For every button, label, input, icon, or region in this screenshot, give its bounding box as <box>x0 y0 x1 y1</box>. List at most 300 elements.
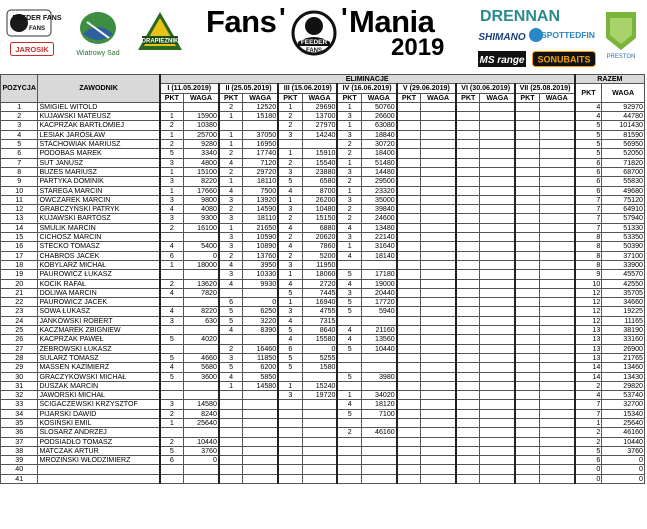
cell-round-waga <box>480 372 515 381</box>
cell-name: KACPRZAK PAWEŁ <box>38 335 160 344</box>
cell-round-pkt: 4 <box>337 335 361 344</box>
cell-round-pkt <box>219 437 243 446</box>
cell-round-waga: 3600 <box>184 372 219 381</box>
cell-name: KUJAWSKI MATEUSZ <box>38 112 160 121</box>
cell-name: CHABROS JACEK <box>38 251 160 260</box>
cell-round-pkt: 3 <box>219 195 243 204</box>
cell-round-waga <box>184 474 219 483</box>
cell-total-pkt: 14 <box>575 372 602 381</box>
cell-round-pkt: 2 <box>278 158 302 167</box>
cell-round-waga: 15240 <box>302 381 337 390</box>
cell-round-waga: 6580 <box>302 177 337 186</box>
cell-total-waga: 50390 <box>602 242 645 251</box>
cell-round-pkt <box>456 251 480 260</box>
cell-round-waga <box>539 409 575 418</box>
cell-round-pkt: 3 <box>278 167 302 176</box>
cell-position: 22 <box>1 298 38 307</box>
title-apostrophe-2: ' <box>341 2 348 33</box>
cell-round-pkt: 2 <box>160 437 184 446</box>
cell-round-pkt <box>456 344 480 353</box>
cell-round-waga: 16460 <box>243 344 278 353</box>
cell-round-pkt <box>515 205 539 214</box>
cell-round-waga: 20620 <box>302 233 337 242</box>
cell-round-waga: 5255 <box>302 353 337 362</box>
cell-round-waga: 4020 <box>184 335 219 344</box>
cell-round-waga: 18400 <box>361 149 396 158</box>
cell-name: MROZIŃSKI WŁODZIMIERZ <box>38 456 160 465</box>
cell-round-pkt <box>397 260 421 269</box>
table-row <box>1 372 645 381</box>
cell-name: ŚMIGIEL WITOLD <box>38 102 160 111</box>
cell-round-waga <box>539 233 575 242</box>
column-header-total-pkt: PKT <box>575 84 602 103</box>
cell-round-waga <box>361 381 396 390</box>
cell-round-pkt: 3 <box>337 167 361 176</box>
cell-total-pkt: 4 <box>575 102 602 111</box>
cell-round-pkt: 1 <box>278 102 302 111</box>
cell-round-waga <box>480 260 515 269</box>
group-header-razem: RAZEM <box>575 75 645 84</box>
cell-round-pkt <box>397 102 421 111</box>
cell-round-pkt <box>456 260 480 269</box>
cell-total-waga: 51330 <box>602 223 645 232</box>
cell-round-waga <box>480 279 515 288</box>
cell-round-pkt: 4 <box>219 260 243 269</box>
cell-round-waga <box>302 418 337 427</box>
cell-round-waga: 9280 <box>184 140 219 149</box>
cell-round-pkt: 4 <box>337 400 361 409</box>
cell-round-pkt <box>397 353 421 362</box>
cell-round-waga: 26600 <box>361 112 396 121</box>
cell-round-waga <box>361 316 396 325</box>
cell-name: STECKO TOMASZ <box>38 242 160 251</box>
svg-text:JAROSIK: JAROSIK <box>15 45 49 54</box>
cell-round-waga: 15150 <box>302 214 337 223</box>
feeder-fans-logo <box>6 8 62 38</box>
cell-round-pkt <box>160 326 184 335</box>
cell-round-waga <box>480 177 515 186</box>
cell-total-waga: 71820 <box>602 158 645 167</box>
cell-round-waga <box>421 353 456 362</box>
cell-round-waga <box>361 465 396 474</box>
cell-round-waga <box>480 363 515 372</box>
cell-round-waga <box>302 409 337 418</box>
results-table <box>0 74 645 484</box>
cell-round-pkt: 1 <box>219 381 243 390</box>
sub-header-pkt: PKT <box>278 93 302 102</box>
cell-round-waga <box>421 158 456 167</box>
cell-round-pkt: 2 <box>337 214 361 223</box>
cell-round-waga: 4800 <box>184 158 219 167</box>
cell-total-pkt: 6 <box>575 186 602 195</box>
cell-total-pkt: 0 <box>575 465 602 474</box>
cell-total-pkt: 7 <box>575 205 602 214</box>
cell-round-pkt: 2 <box>219 102 243 111</box>
cell-round-pkt <box>337 456 361 465</box>
cell-name: KOCIK RAFAŁ <box>38 279 160 288</box>
cell-round-waga: 13920 <box>243 195 278 204</box>
cell-round-waga: 13620 <box>184 279 219 288</box>
shimano-logo <box>478 29 526 43</box>
table-row <box>1 242 645 251</box>
sub-header-pkt: PKT <box>337 93 361 102</box>
cell-round-waga: 46160 <box>361 428 396 437</box>
cell-round-pkt: 5 <box>278 363 302 372</box>
cell-name: KOBYLARZ MICHAŁ <box>38 260 160 269</box>
cell-round-waga <box>539 381 575 390</box>
cell-position: 31 <box>1 381 38 390</box>
cell-round-pkt: 2 <box>160 279 184 288</box>
cell-round-pkt: 5 <box>278 177 302 186</box>
cell-total-pkt: 13 <box>575 326 602 335</box>
cell-round-pkt <box>515 465 539 474</box>
cell-name: ŚLOSARZ ANDRZEJ <box>38 428 160 437</box>
cell-round-pkt <box>278 400 302 409</box>
cell-round-pkt <box>219 335 243 344</box>
cell-round-waga: 35000 <box>361 195 396 204</box>
cell-round-waga <box>480 149 515 158</box>
cell-round-waga: 15580 <box>302 335 337 344</box>
cell-round-pkt <box>397 233 421 242</box>
cell-round-waga <box>243 428 278 437</box>
cell-round-waga <box>480 353 515 362</box>
cell-round-pkt: 3 <box>337 233 361 242</box>
cell-round-pkt <box>456 233 480 242</box>
cell-total-waga: 11165 <box>602 316 645 325</box>
cell-round-waga <box>480 112 515 121</box>
cell-name: PAUROWICZ JACEK <box>38 298 160 307</box>
cell-round-waga <box>421 102 456 111</box>
round-header: V (29.06.2019) <box>397 84 456 93</box>
cell-round-waga: 29720 <box>243 167 278 176</box>
cell-round-waga: 10440 <box>184 437 219 446</box>
table-row <box>1 102 645 111</box>
cell-round-waga: 10480 <box>302 205 337 214</box>
cell-round-waga <box>184 233 219 242</box>
sub-header-waga: WAGA <box>539 93 575 102</box>
cell-round-waga <box>421 195 456 204</box>
cell-round-pkt <box>515 344 539 353</box>
cell-position: 39 <box>1 456 38 465</box>
table-row <box>1 381 645 390</box>
table-row <box>1 223 645 232</box>
cell-round-waga <box>421 428 456 437</box>
feeder-fans-emblem <box>287 10 341 56</box>
cell-round-pkt: 5 <box>219 307 243 316</box>
title-apostrophe: ' <box>279 2 286 33</box>
cell-round-waga: 20440 <box>361 288 396 297</box>
cell-round-waga <box>421 298 456 307</box>
table-row <box>1 344 645 353</box>
table-row <box>1 353 645 362</box>
cell-total-waga: 25640 <box>602 418 645 427</box>
cell-total-waga: 13430 <box>602 372 645 381</box>
cell-total-waga: 13460 <box>602 363 645 372</box>
cell-total-waga: 29820 <box>602 381 645 390</box>
cell-round-waga <box>480 428 515 437</box>
cell-position: 16 <box>1 242 38 251</box>
cell-round-pkt: 1 <box>337 102 361 111</box>
cell-round-pkt <box>397 214 421 223</box>
cell-round-pkt <box>219 418 243 427</box>
cell-round-waga: 4755 <box>302 307 337 316</box>
table-row <box>1 465 645 474</box>
table-row <box>1 149 645 158</box>
title-part1: Fans <box>206 4 277 39</box>
cell-name: ŚCIGACZEWSKI KRZYSZTOF <box>38 400 160 409</box>
svg-text:FANS: FANS <box>305 48 323 54</box>
cell-round-waga: 7120 <box>243 158 278 167</box>
table-row <box>1 363 645 372</box>
cell-round-pkt <box>515 456 539 465</box>
svg-text:SHIMANO: SHIMANO <box>478 32 526 43</box>
sub-header-pkt: PKT <box>160 93 184 102</box>
cell-round-waga: 15100 <box>184 167 219 176</box>
cell-position: 23 <box>1 307 38 316</box>
cell-round-pkt <box>515 140 539 149</box>
table-row <box>1 140 645 149</box>
cell-round-waga <box>421 251 456 260</box>
cell-round-pkt: 1 <box>278 381 302 390</box>
cell-round-waga: 3220 <box>243 316 278 325</box>
cell-round-pkt <box>397 391 421 400</box>
cell-round-waga: 6880 <box>302 223 337 232</box>
cell-name: CICHOSZ MARCIN <box>38 233 160 242</box>
cell-round-pkt <box>397 223 421 232</box>
cell-round-waga <box>421 344 456 353</box>
cell-round-waga: 630 <box>184 316 219 325</box>
cell-round-pkt: 1 <box>337 186 361 195</box>
table-row <box>1 335 645 344</box>
cell-round-pkt <box>397 298 421 307</box>
cell-round-pkt: 4 <box>278 335 302 344</box>
cell-round-pkt: 1 <box>278 195 302 204</box>
ms-range-logo <box>478 50 526 68</box>
column-header-total-waga: WAGA <box>602 84 645 103</box>
cell-round-pkt <box>515 279 539 288</box>
cell-round-pkt: 5 <box>160 335 184 344</box>
cell-round-pkt <box>337 363 361 372</box>
cell-round-pkt <box>397 130 421 139</box>
cell-position: 20 <box>1 279 38 288</box>
svg-text:DRENNAN: DRENNAN <box>480 8 560 25</box>
table-row <box>1 167 645 176</box>
cell-round-pkt <box>397 149 421 158</box>
cell-round-waga: 24600 <box>361 214 396 223</box>
cell-round-waga: 4080 <box>184 205 219 214</box>
cell-round-pkt: 3 <box>160 195 184 204</box>
cell-round-waga <box>243 474 278 483</box>
cell-round-waga <box>480 186 515 195</box>
svg-text:Wiatrowy Sad: Wiatrowy Sad <box>76 50 120 57</box>
sub-header-pkt: PKT <box>219 93 243 102</box>
cell-round-pkt: 1 <box>337 158 361 167</box>
cell-round-pkt <box>456 242 480 251</box>
cell-name: DUSZAK MARCIN <box>38 381 160 390</box>
cell-total-pkt: 4 <box>575 391 602 400</box>
cell-round-pkt <box>397 251 421 260</box>
cell-round-waga: 10440 <box>361 344 396 353</box>
cell-round-waga: 17660 <box>184 186 219 195</box>
cell-round-waga <box>421 400 456 409</box>
cell-round-pkt: 3 <box>219 214 243 223</box>
cell-round-pkt: 2 <box>337 140 361 149</box>
table-row <box>1 112 645 121</box>
cell-round-pkt <box>397 326 421 335</box>
cell-round-waga: 3980 <box>361 372 396 381</box>
cell-round-pkt <box>397 372 421 381</box>
cell-round-pkt: 4 <box>219 158 243 167</box>
cell-round-pkt <box>219 446 243 455</box>
cell-round-pkt <box>456 409 480 418</box>
cell-round-waga: 2720 <box>302 279 337 288</box>
cell-round-pkt: 1 <box>219 223 243 232</box>
cell-round-pkt: 4 <box>337 279 361 288</box>
cell-round-waga: 29690 <box>302 102 337 111</box>
cell-round-pkt: 6 <box>160 251 184 260</box>
cell-round-waga: 1580 <box>302 363 337 372</box>
cell-round-pkt <box>456 428 480 437</box>
cell-round-waga <box>302 465 337 474</box>
table-row <box>1 400 645 409</box>
cell-round-waga <box>480 381 515 390</box>
cell-round-waga <box>539 242 575 251</box>
cell-round-waga <box>480 326 515 335</box>
cell-round-waga: 23880 <box>302 167 337 176</box>
cell-round-pkt: 2 <box>160 409 184 418</box>
cell-round-waga: 14480 <box>361 167 396 176</box>
cell-round-pkt: 2 <box>160 121 184 130</box>
cell-position: 10 <box>1 186 38 195</box>
cell-total-waga: 10440 <box>602 437 645 446</box>
cell-total-waga: 0 <box>602 456 645 465</box>
cell-round-pkt <box>397 409 421 418</box>
cell-round-pkt <box>515 381 539 390</box>
cell-round-waga: 18110 <box>243 214 278 223</box>
cell-round-pkt <box>515 102 539 111</box>
cell-name: GRACZYKOWSKI MICHAŁ <box>38 372 160 381</box>
cell-name: STACHOWIAK MARIUSZ <box>38 140 160 149</box>
cell-round-waga <box>539 465 575 474</box>
cell-total-waga: 0 <box>602 465 645 474</box>
cell-round-pkt: 3 <box>278 130 302 139</box>
table-row <box>1 260 645 269</box>
sub-header-pkt: PKT <box>515 93 539 102</box>
sub-header-pkt: PKT <box>456 93 480 102</box>
cell-round-pkt <box>397 456 421 465</box>
cell-total-waga: 15340 <box>602 409 645 418</box>
cell-round-pkt <box>515 270 539 279</box>
column-header-position: POZYCJA <box>1 75 38 103</box>
cell-round-pkt: 2 <box>219 167 243 176</box>
round-header: IV (16.06.2019) <box>337 84 396 93</box>
cell-position: 24 <box>1 316 38 325</box>
cell-total-waga: 57940 <box>602 214 645 223</box>
cell-round-pkt: 3 <box>160 177 184 186</box>
sonubaits-logo <box>532 50 596 68</box>
cell-round-pkt: 3 <box>278 260 302 269</box>
cell-total-pkt: 10 <box>575 279 602 288</box>
cell-round-pkt: 4 <box>160 288 184 297</box>
header-row-groups <box>1 75 645 84</box>
cell-round-pkt <box>219 400 243 409</box>
cell-round-pkt: 4 <box>278 223 302 232</box>
cell-total-waga: 52050 <box>602 149 645 158</box>
cell-round-pkt <box>160 391 184 400</box>
cell-round-pkt <box>337 418 361 427</box>
cell-round-pkt <box>456 195 480 204</box>
cell-round-waga <box>539 372 575 381</box>
cell-total-waga: 42550 <box>602 279 645 288</box>
cell-round-pkt: 3 <box>337 112 361 121</box>
cell-round-waga <box>480 298 515 307</box>
cell-total-pkt: 8 <box>575 260 602 269</box>
table-row <box>1 307 645 316</box>
cell-name: OWCZAREK MARCIN <box>38 195 160 204</box>
cell-round-waga: 16100 <box>184 223 219 232</box>
cell-round-waga: 10380 <box>184 121 219 130</box>
table-row <box>1 205 645 214</box>
cell-round-pkt: 4 <box>160 307 184 316</box>
cell-round-waga <box>302 474 337 483</box>
cell-round-waga <box>480 130 515 139</box>
cell-total-pkt: 12 <box>575 298 602 307</box>
table-row <box>1 391 645 400</box>
cell-round-pkt <box>397 167 421 176</box>
cell-round-pkt <box>160 465 184 474</box>
cell-round-waga <box>539 456 575 465</box>
cell-round-pkt <box>515 400 539 409</box>
cell-round-pkt <box>160 233 184 242</box>
cell-position: 2 <box>1 112 38 121</box>
cell-round-pkt <box>456 186 480 195</box>
cell-position: 29 <box>1 363 38 372</box>
cell-round-waga: 7820 <box>184 288 219 297</box>
table-row <box>1 298 645 307</box>
header-banner <box>0 0 647 74</box>
cell-round-waga <box>421 270 456 279</box>
jarosik-logo <box>10 42 54 56</box>
cell-round-pkt <box>278 474 302 483</box>
cell-round-pkt <box>397 446 421 455</box>
cell-round-waga: 15540 <box>302 158 337 167</box>
cell-round-pkt: 4 <box>219 279 243 288</box>
cell-round-waga <box>480 121 515 130</box>
cell-round-pkt: 5 <box>219 316 243 325</box>
cell-round-waga <box>539 112 575 121</box>
cell-round-waga <box>421 465 456 474</box>
cell-round-pkt: 3 <box>337 195 361 204</box>
cell-round-pkt: 1 <box>160 186 184 195</box>
cell-round-waga <box>480 167 515 176</box>
cell-name: KOSIŃSKI EMIL <box>38 418 160 427</box>
cell-position: 32 <box>1 391 38 400</box>
cell-round-pkt <box>278 465 302 474</box>
fans-mania-title <box>203 4 443 70</box>
cell-total-waga: 75120 <box>602 195 645 204</box>
cell-round-waga <box>302 456 337 465</box>
cell-round-waga <box>243 391 278 400</box>
cell-total-pkt: 5 <box>575 446 602 455</box>
cell-position: 9 <box>1 177 38 186</box>
cell-total-waga: 32700 <box>602 400 645 409</box>
cell-round-pkt <box>456 205 480 214</box>
cell-round-pkt <box>337 381 361 390</box>
cell-round-waga: 18120 <box>361 400 396 409</box>
cell-total-pkt: 6 <box>575 177 602 186</box>
cell-total-pkt: 9 <box>575 270 602 279</box>
cell-round-pkt <box>515 195 539 204</box>
